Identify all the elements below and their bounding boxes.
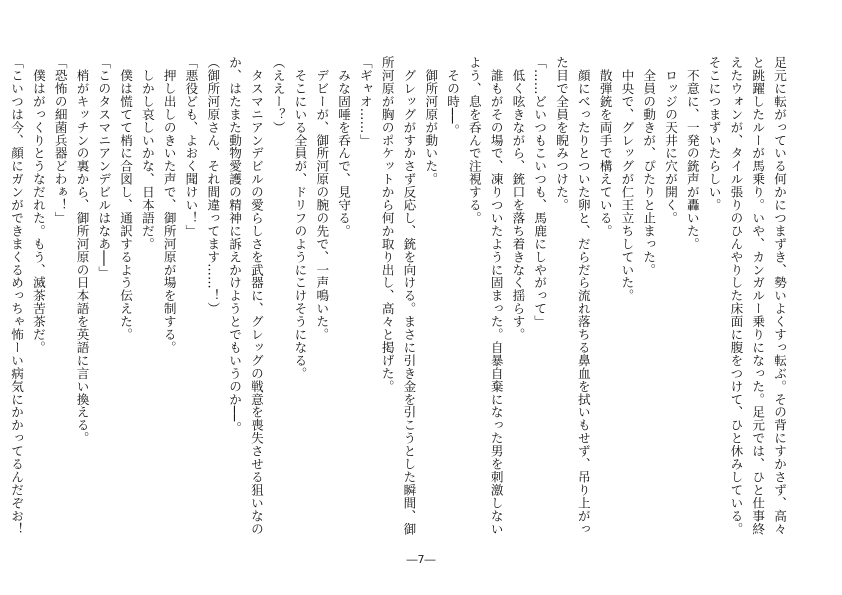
paragraph: 誰もがその場で、凍りついたように固まった。自暴自棄になった男を刺激しないよう、息を呑んで注視する。 (466, 56, 504, 536)
paragraph: デビーが、御所河原の腕の先で、一声鳴いた。 (314, 56, 330, 341)
page-number: ―7― (406, 553, 436, 566)
paragraph: タスマニアンデビルの愛らしさを武器に、グレッグの戦意を喪失させる狙いなのか、はたまた動物愛護の精神に訴えかけようとでもいうのか──。 (227, 56, 264, 536)
paragraph: その時──。 (445, 56, 461, 137)
vertical-text-body (9, 56, 790, 536)
paragraph: 「悪役ども、よおく聞けい！」 (183, 56, 199, 238)
paragraph: 中央で、グレッグが仁王立ちしていた。 (619, 56, 635, 303)
paragraph: 僕はがっくりとうなだれた。もう、滅茶苦茶だ。 (30, 56, 46, 354)
paragraph: みな固唾を呑んで、見守る。 (336, 56, 352, 238)
paragraph: しかし哀しいかな、日本語だ。 (139, 56, 155, 251)
paragraph: 足元に転がっている何かにつまずき、勢いよくすっ転ぶ。その背にすかさず、高々と跳躍したルーが馬乗り。いや、カンガルー乗りになった。足元では、ひと仕事終えたウォンが、タイル張りのひんやりした床面に腹をつけて、ひと休みしている。そこにつまずいたらしい。 (706, 56, 787, 536)
paragraph: そこにいる全員が、ドリフのようにこけそうになる。 (292, 56, 308, 380)
paragraph: 「こいつは今、顔にガンができまくるめっちゃ怖ーい病気にかかってるんだぞお！ (9, 56, 25, 536)
paragraph: 押し出しのきいた声で、御所河原が場を制する。 (161, 56, 177, 354)
paragraph: 「恐怖の細菌兵器どわぁ！」 (52, 56, 68, 225)
paragraph: 「このタスマニアンデビルはなあ──」 (96, 56, 112, 280)
paragraph: 不意に、一発の銃声が轟いた。 (684, 56, 700, 251)
paragraph: 御所河原が動いた。 (423, 56, 439, 186)
paragraph: 僕は慌てて梢に合図し、通訳するよう伝えた。 (118, 56, 134, 341)
paragraph: 低く呟きながら、銃口を落ち着きなく揺らす。 (510, 56, 526, 341)
paragraph: 顔にべったりとついた卵と、だらだら流れ落ちる鼻血を拭いもせず、吊り上がった目で全員を睨みつけた。 (554, 56, 591, 536)
paragraph: グレッグがすかさず反応し、銃を向ける。まさに引き金を引こうとした瞬間、御所河原が胸のポケットから何か取り出し、高々と掲げた。 (379, 56, 417, 536)
paragraph: 散弾銃を両手で構えている。 (597, 56, 613, 238)
paragraph: 全員の動きが、ぴたりと止まった。 (641, 56, 657, 277)
paragraph: （御所河原さん、それ間違ってます……！） (205, 56, 221, 315)
paragraph: 梢がキッチンの裏から、御所河原の日本語を英語に言い換える。 (74, 56, 90, 445)
paragraph: 「ギャオ……」 (357, 56, 373, 147)
paragraph: ロッジの天井に穴が開く。 (663, 56, 679, 225)
paragraph: 「……どいつもこいつも、馬鹿にしやがって」 (532, 56, 548, 328)
paragraph: （ええー？） (270, 56, 286, 134)
